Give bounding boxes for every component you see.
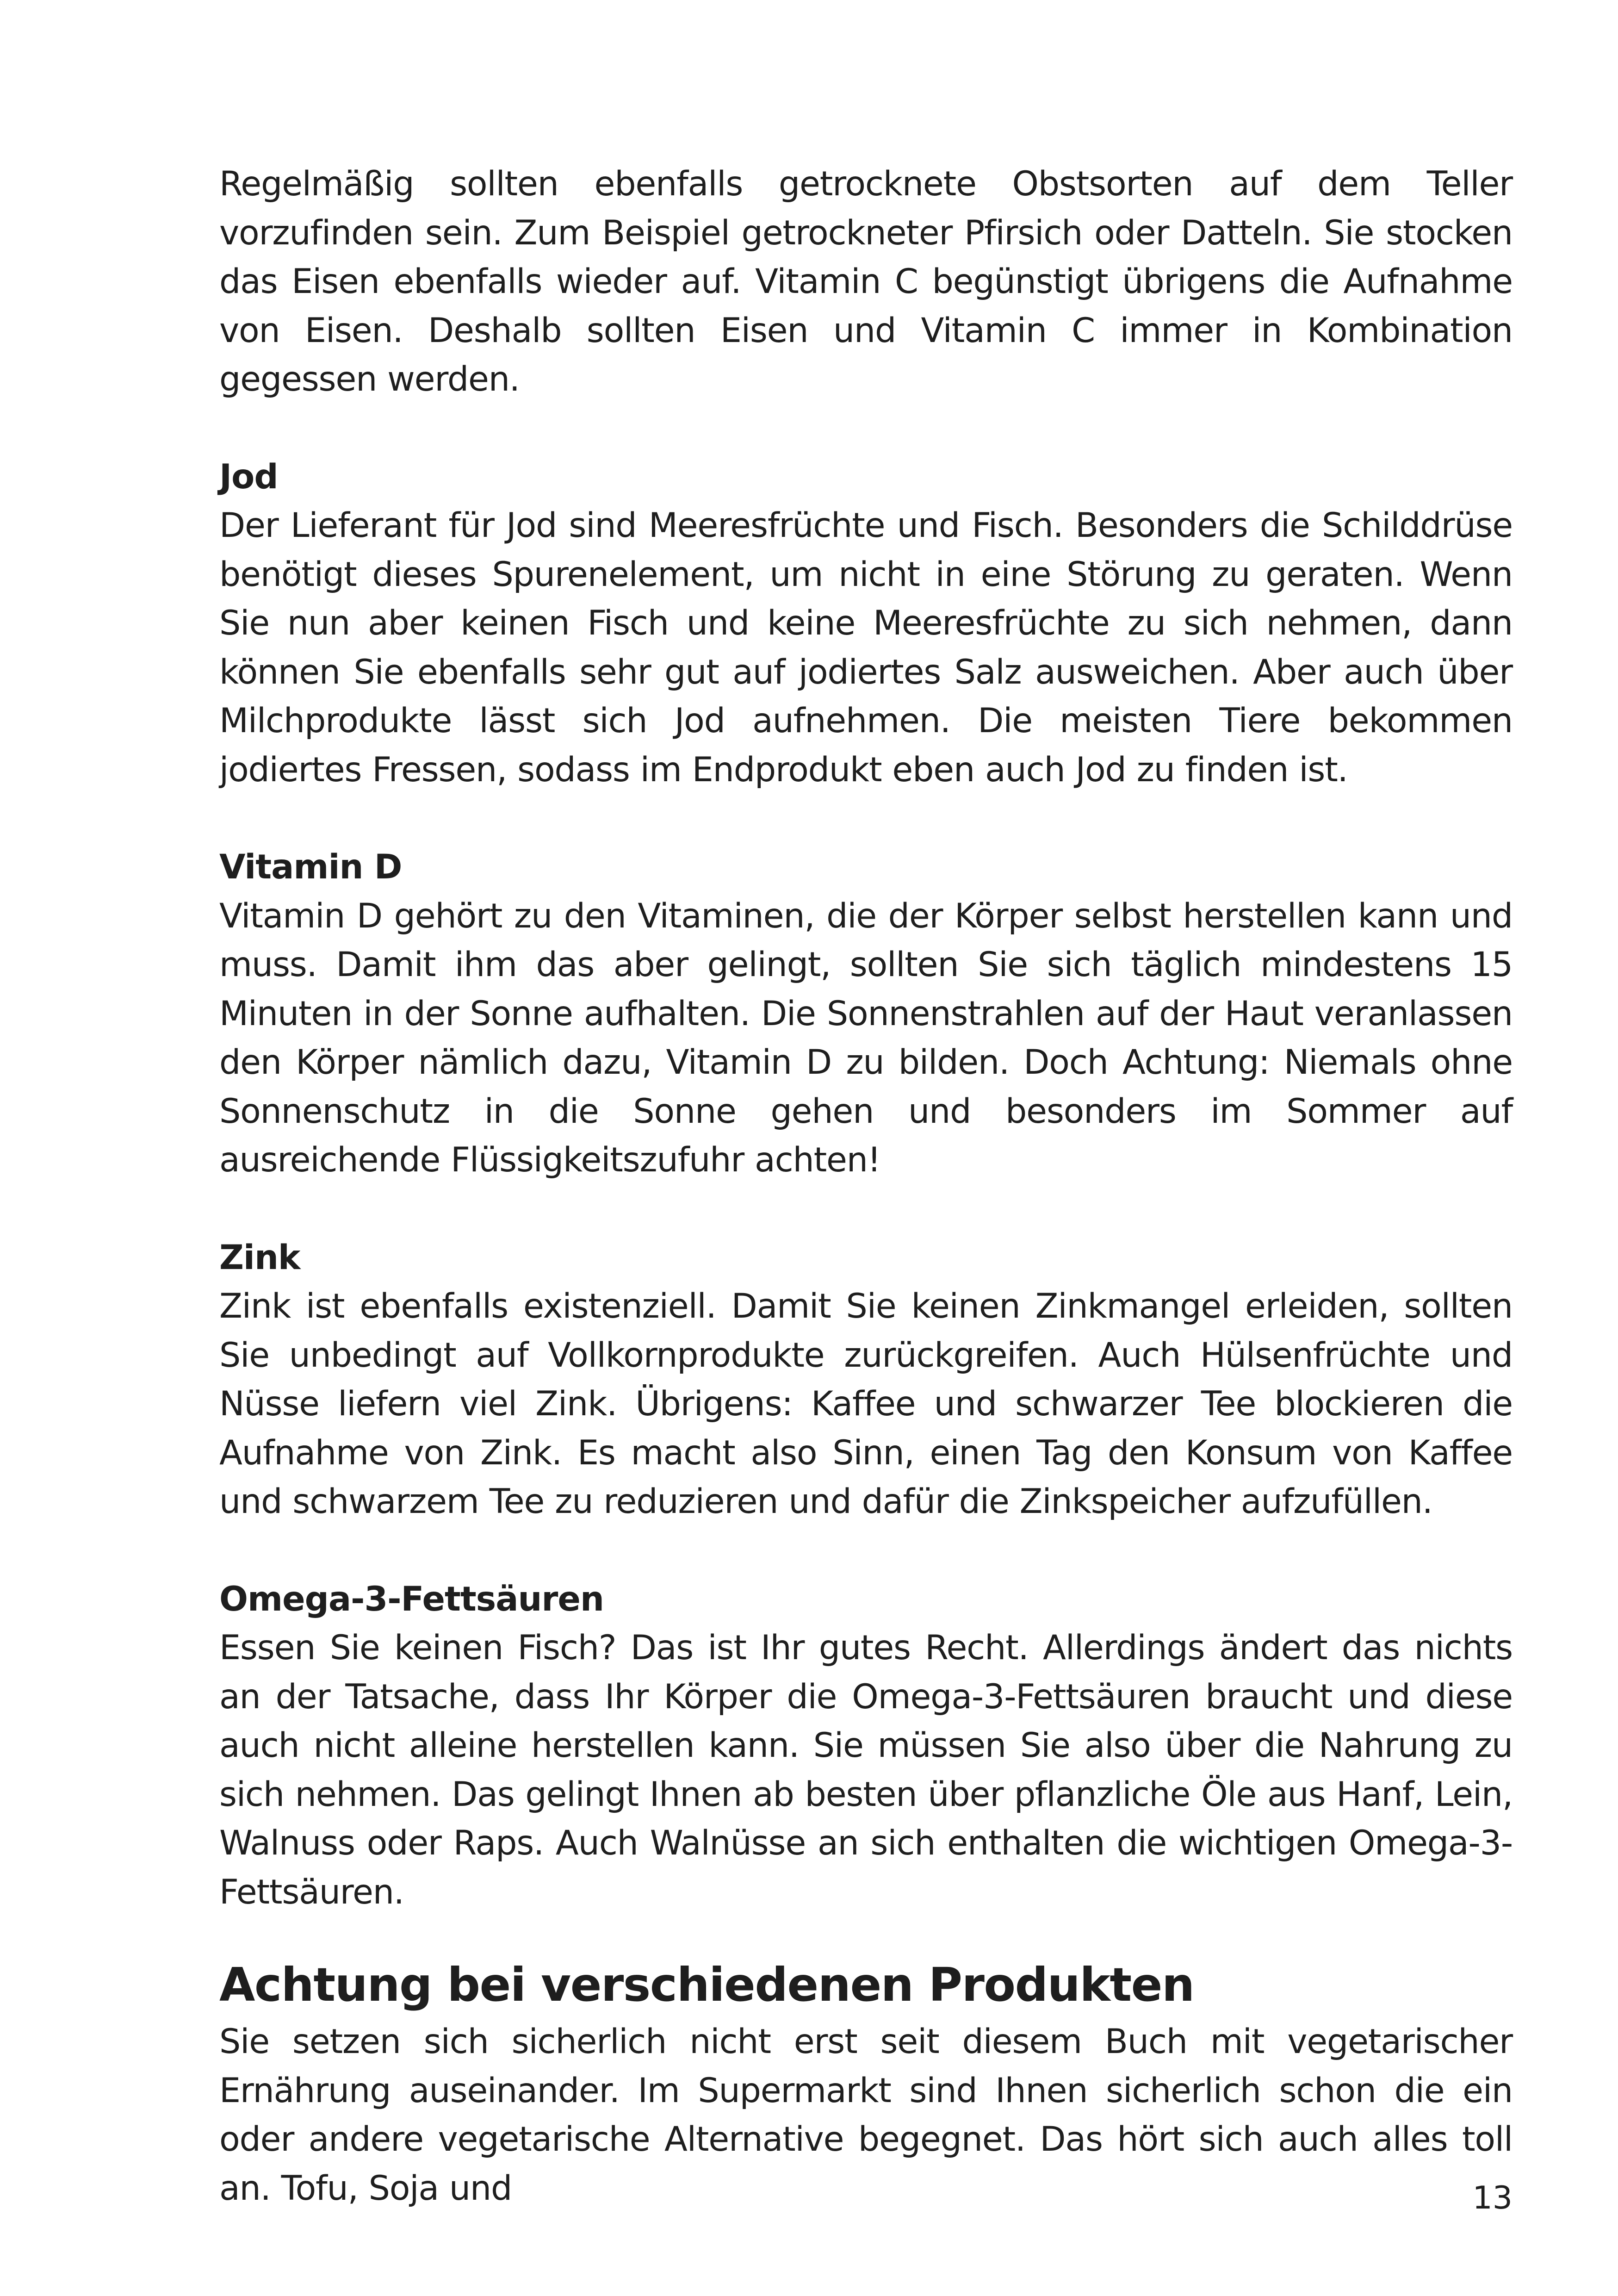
section-omega-3 [219, 1575, 1513, 1917]
section-jod [219, 453, 1513, 795]
section-heading: Zink [219, 1238, 300, 1277]
section-zink [219, 1233, 1513, 1526]
section-vitamin-d [219, 843, 1513, 1185]
chapter-heading: Achtung bei verschiedenen Produkten [219, 1958, 1194, 2012]
page-number: 13 [1472, 2180, 1513, 2216]
intro-paragraph: Regelmäßig sollten ebenfalls getrocknete Obstsorten auf dem Teller vorzufinden sein. Zum Beispiel getrockneter Pfirsich oder Datteln. Sie stocken das Eisen ebenfalls wieder auf. Vitamin C begünstigt übrigens die Aufnahme von Eisen. Deshalb sollten Eisen und Vitamin C immer in Kombination gegessen werden. [219, 164, 1513, 399]
chapter-section [219, 1953, 1513, 2213]
section-body: Essen Sie keinen Fisch? Das ist Ihr gutes Recht. Allerdings ändert das nichts an der Tatsache, dass Ihr Körper die Omega-3-Fettsäuren braucht und diese auch nicht alleine herstellen kann. Sie müssen Sie also über die Nahrung zu sich nehmen. Das gelingt Ihnen ab besten über pflanzliche Öle aus Hanf, Lein, Walnuss oder Raps. Auch Walnüsse an sich enthalten die wichtigen Omega-3-Fettsäuren. [219, 1628, 1513, 1912]
chapter-body: Sie setzen sich sicherlich nicht erst seit diesem Buch mit vegetarischer Ernährung auseinander. Im Supermarkt sind Ihnen sicherlich schon die ein oder andere vegetarische Alternative begegnet. Das hört sich auch alles toll an. Tofu, Soja und [219, 2022, 1513, 2208]
section-heading: Vitamin D [219, 847, 402, 887]
section-heading: Omega-3-Fettsäuren [219, 1579, 604, 1619]
page-content [219, 160, 1513, 2213]
section-body: Vitamin D gehört zu den Vitaminen, die der Körper selbst herstellen kann und muss. Damit ihm das aber gelingt, sollten Sie sich täglich mindestens 15 Minuten in der Sonne aufhalten. Die Sonnenstrahlen auf der Haut veranlassen den Körper nämlich dazu, Vitamin D zu bilden. Doch Achtung: Niemals ohne Sonnenschutz in die Sonne gehen und besonders im Sommer auf ausreichende Flüssigkeitszufuhr achten! [219, 896, 1513, 1180]
section-body: Der Lieferant für Jod sind Meeresfrüchte und Fisch. Besonders die Schilddrüse benötigt dieses Spurenelement, um nicht in eine Störung zu geraten. Wenn Sie nun aber keinen Fisch und keine Meeresfrüchte zu sich nehmen, dann können Sie ebenfalls sehr gut auf jodiertes Salz ausweichen. Aber auch über Milchprodukte lässt sich Jod aufnehmen. Die meisten Tiere bekommen jodiertes Fressen, sodass im Endprodukt eben auch Jod zu finden ist. [219, 506, 1513, 790]
section-heading: Jod [219, 457, 278, 497]
section-body: Zink ist ebenfalls existenziell. Damit Sie keinen Zinkmangel erleiden, sollten Sie unbedingt auf Vollkornprodukte zurückgreifen. Auch Hülsenfrüchte und Nüsse liefern viel Zink. Übrigens: Kaffee und schwarzer Tee blockieren die Aufnahme von Zink. Es macht also Sinn, einen Tag den Konsum von Kaffee und schwarzem Tee zu reduzieren und dafür die Zinkspeicher aufzufüllen. [219, 1287, 1513, 1521]
